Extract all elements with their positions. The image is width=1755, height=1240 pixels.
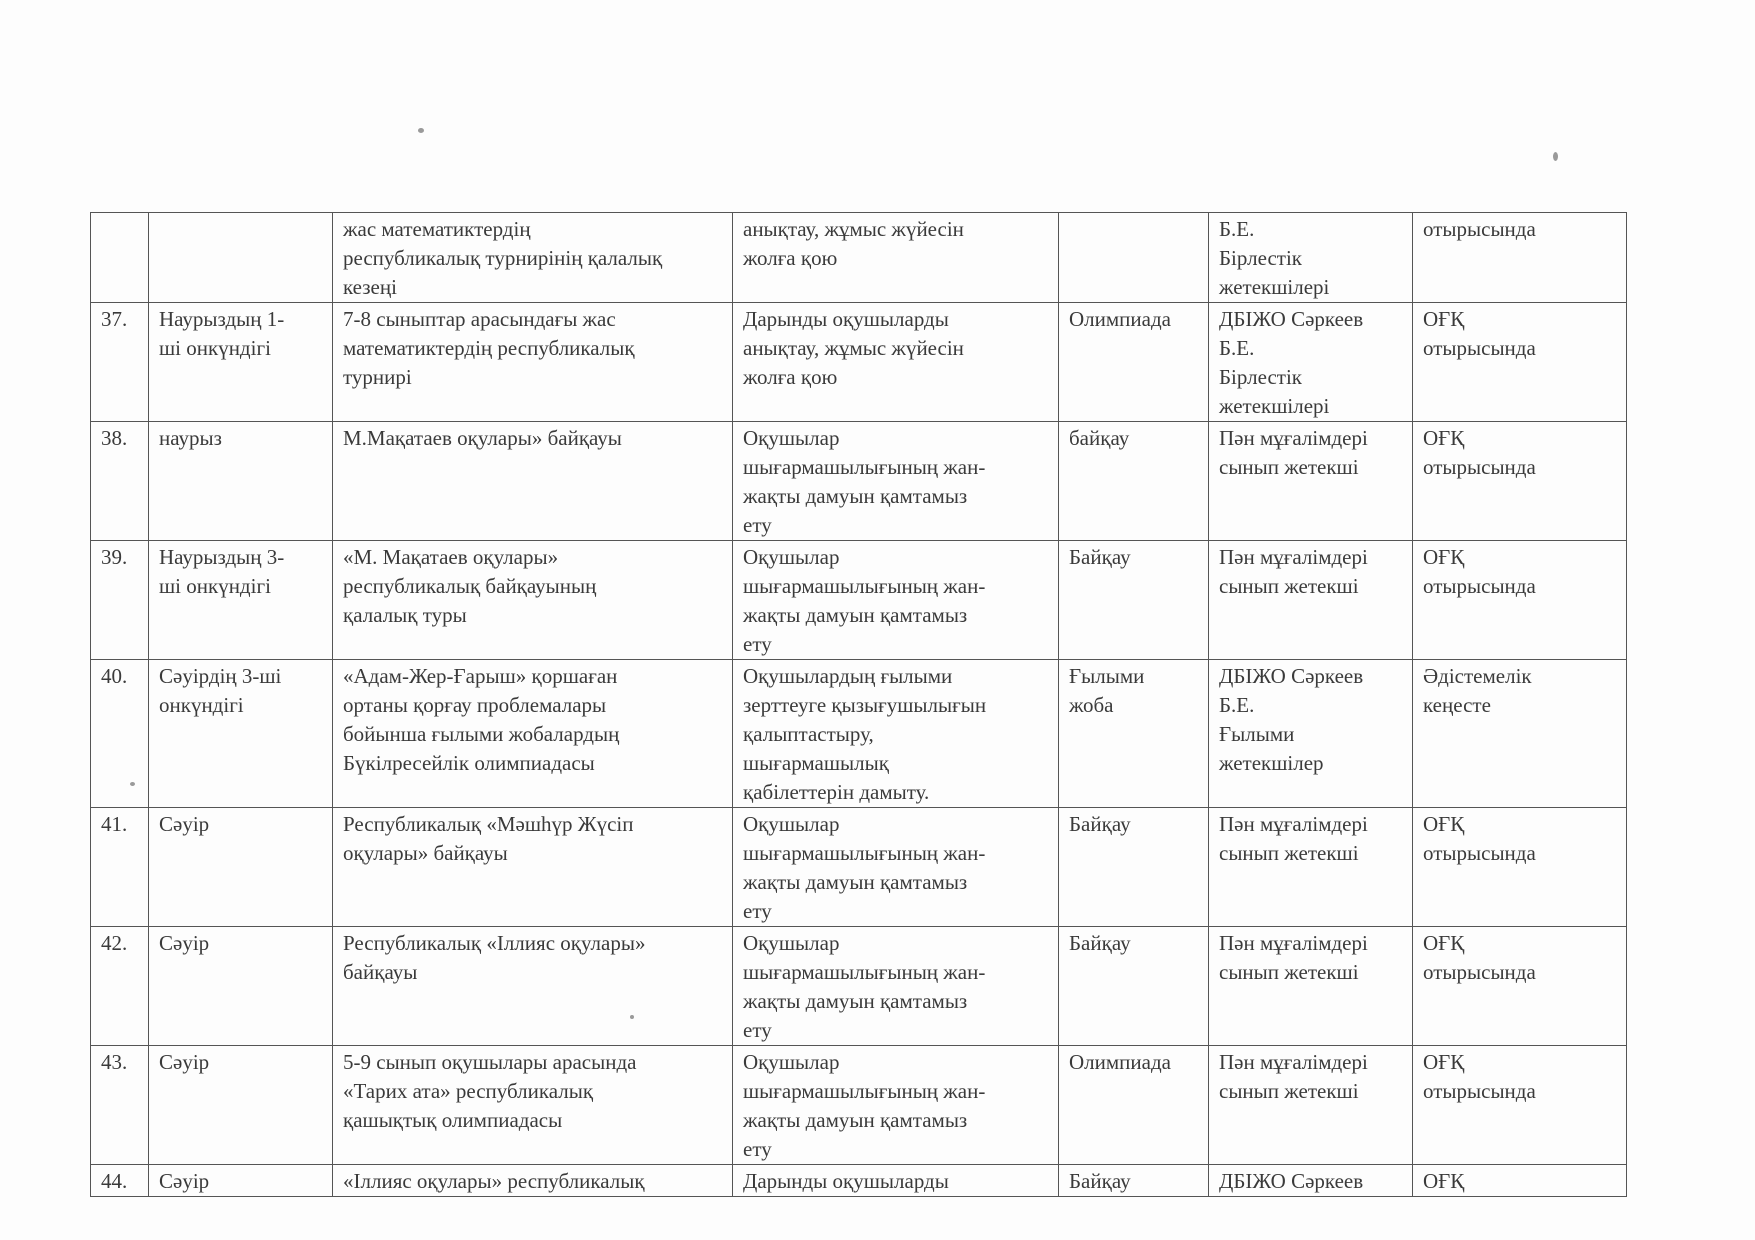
row-event-line: Республикалық «Мәшһүр Жүсіп [343,812,634,836]
row-responsible [1209,213,1413,303]
row-event-line: байқауы [343,960,418,984]
row-event-line: «Іллияс оқулары» республикалық [343,1169,645,1193]
row-event [333,303,733,422]
row-where-line: ОҒҚ [1423,931,1465,955]
row-goal-line: шығармашылығының жан- [743,455,986,479]
row-goal-line: Оқушылар [743,545,840,569]
row-form-line: Байқау [1069,1169,1131,1193]
row-where-line: ОҒҚ [1423,812,1465,836]
row-goal [733,1165,1059,1197]
row-form-line: Ғылыми [1069,664,1145,688]
row-goal-line: қалыптастыру, [743,722,874,746]
row-responsible-line: Б.Е. [1219,336,1255,360]
row-event-line: қалалық туры [343,603,467,627]
row-event [333,808,733,927]
row-event-line: «М. Мақатаев оқулары» [343,545,559,569]
row-date [149,927,333,1046]
row-responsible [1209,303,1413,422]
row-goal-line: қабілеттерін дамыту. [743,780,930,804]
table-row [91,303,1627,422]
table-row [91,927,1627,1046]
row-goal-line: жақты дамуын қамтамыз [743,603,968,627]
row-date-line: онкүндігі [159,693,244,717]
row-event [333,422,733,541]
row-responsible [1209,422,1413,541]
row-goal [733,541,1059,660]
row-responsible-line: Пән мұғалімдері [1219,1050,1368,1074]
row-goal-line: Оқушылар [743,426,840,450]
row-number-text: 39. [101,545,128,569]
row-number [91,1165,149,1197]
row-date-line: наурыз [159,426,222,450]
row-goal-line: шығармашылығының жан- [743,574,986,598]
row-date-line: Сәуірдің 3-ші [159,664,282,688]
row-where [1413,303,1627,422]
row-number [91,808,149,927]
row-responsible-line: Ғылыми [1219,722,1295,746]
row-responsible-line: Пән мұғалімдері [1219,426,1368,450]
row-date [149,808,333,927]
row-event-line: кезеңі [343,275,397,299]
row-event-line: «Тарих ата» республикалық [343,1079,594,1103]
row-where [1413,422,1627,541]
row-responsible-line: сынып жетекші [1219,574,1359,598]
row-number-text: 38. [101,426,128,450]
row-responsible [1209,541,1413,660]
table-row [91,808,1627,927]
row-responsible-line: ДБІЖО Сәркеев [1219,664,1364,688]
row-number [91,660,149,808]
row-goal [733,1046,1059,1165]
row-event-line: Бүкілресейлік олимпиадасы [343,751,595,775]
row-number [91,213,149,303]
row-event [333,660,733,808]
row-event-line: турнирі [343,365,412,389]
row-responsible-line: Пән мұғалімдері [1219,812,1368,836]
row-responsible-line: сынып жетекші [1219,455,1359,479]
row-responsible-line: Бірлестік [1219,246,1302,270]
row-number [91,541,149,660]
row-form-line: Олимпиада [1069,1050,1171,1074]
row-number-text: 42. [101,931,128,955]
row-form-line: Байқау [1069,545,1131,569]
table-row [91,422,1627,541]
row-goal-line: зерттеуге қызығушылығын [743,693,987,717]
row-responsible [1209,1165,1413,1197]
row-event-line: республикалық турнирінің қалалық [343,246,663,270]
row-number [91,1046,149,1165]
row-number-text: 41. [101,812,128,836]
row-event-line: республикалық байқауының [343,574,597,598]
row-responsible [1209,808,1413,927]
row-event [333,1165,733,1197]
row-date-line: Сәуір [159,812,210,836]
row-responsible-line: ДБІЖО Сәркеев [1219,1169,1364,1193]
row-date [149,422,333,541]
row-number [91,927,149,1046]
events-plan-body [91,213,1627,1197]
row-where-line: ОҒҚ [1423,1169,1465,1193]
row-goal-line: Оқушылар [743,931,840,955]
row-form [1059,422,1209,541]
row-where-line: ОҒҚ [1423,307,1465,331]
row-goal-line: ету [743,899,772,923]
row-event [333,1046,733,1165]
row-goal-line: ету [743,632,772,656]
row-event-line: математиктердің республикалық [343,336,635,360]
row-event-line: Республикалық «Іллияс оқулары» [343,931,646,955]
row-goal-line: жолға қою [743,246,838,270]
row-number-text: 44. [101,1169,128,1193]
row-where-line: ОҒҚ [1423,1050,1465,1074]
row-event-line: қашықтық олимпиадасы [343,1108,563,1132]
row-responsible-line: Б.Е. [1219,217,1255,241]
row-responsible-line: ДБІЖО Сәркеев [1219,307,1364,331]
row-form [1059,213,1209,303]
row-responsible [1209,660,1413,808]
row-date-line: Сәуір [159,931,210,955]
row-responsible [1209,1046,1413,1165]
row-goal-line: Дарынды оқушыларды [743,307,949,331]
row-where [1413,808,1627,927]
row-responsible-line: жетекшілері [1219,394,1330,418]
row-where-line: отырысында [1423,1079,1536,1103]
row-where-line: отырысында [1423,574,1536,598]
row-event-line: 7-8 сыныптар арасындағы жас [343,307,616,331]
row-responsible-line: жетекшілері [1219,275,1330,299]
row-form [1059,927,1209,1046]
row-date-line: Наурыздың 3- [159,545,285,569]
row-date [149,1046,333,1165]
row-responsible-line: жетекшілер [1219,751,1324,775]
row-goal-line: жақты дамуын қамтамыз [743,1108,968,1132]
row-event-line: «Адам-Жер-Ғарыш» қоршаған [343,664,618,688]
row-goal-line: Оқушылар [743,1050,840,1074]
row-goal [733,213,1059,303]
row-goal-line: шығармашылығының жан- [743,1079,986,1103]
row-responsible-line: Б.Е. [1219,693,1255,717]
row-event-line: жас математиктердің [343,217,531,241]
row-responsible [1209,927,1413,1046]
row-date-line: Сәуір [159,1050,210,1074]
row-goal-line: анықтау, жұмыс жүйесін [743,336,964,360]
row-form-line: Байқау [1069,812,1131,836]
row-goal-line: ету [743,1137,772,1161]
table-row [91,541,1627,660]
row-form [1059,660,1209,808]
row-goal-line: жақты дамуын қамтамыз [743,870,968,894]
row-form [1059,1046,1209,1165]
row-event-line: М.Мақатаев оқулары» байқауы [343,426,622,450]
row-event-line: бойынша ғылыми жобалардың [343,722,620,746]
row-goal-line: шығармашылығының жан- [743,841,986,865]
row-where-line: отырысында [1423,455,1536,479]
row-where [1413,213,1627,303]
row-date-line: ші онкүндігі [159,336,271,360]
row-goal-line: ету [743,1018,772,1042]
row-goal-line: Оқушылардың ғылыми [743,664,953,688]
row-where-line: отырысында [1423,841,1536,865]
row-date-line: Сәуір [159,1169,210,1193]
row-form-line: Олимпиада [1069,307,1171,331]
row-goal [733,660,1059,808]
row-number [91,303,149,422]
row-form [1059,541,1209,660]
row-goal-line: анықтау, жұмыс жүйесін [743,217,964,241]
row-number [91,422,149,541]
row-goal-line: шығармашылық [743,751,889,775]
row-responsible-line: Пән мұғалімдері [1219,545,1368,569]
row-number-text: 37. [101,307,128,331]
row-event [333,541,733,660]
row-event-line: 5-9 сынып оқушылары арасында [343,1050,637,1074]
row-date [149,213,333,303]
row-form [1059,1165,1209,1197]
table-row [91,1165,1627,1197]
row-event-line: оқулары» байқауы [343,841,508,865]
row-goal [733,422,1059,541]
row-form [1059,303,1209,422]
row-goal-line: шығармашылығының жан- [743,960,986,984]
row-event-line: ортаны қорғау проблемалары [343,693,607,717]
row-responsible-line: Пән мұғалімдері [1219,931,1368,955]
table-row [91,660,1627,808]
row-goal-line: жақты дамуын қамтамыз [743,484,968,508]
row-goal-line: Оқушылар [743,812,840,836]
row-where-line: отырысында [1423,960,1536,984]
row-where-line: отырысында [1423,217,1536,241]
row-where [1413,1165,1627,1197]
row-form-line: жоба [1069,693,1114,717]
row-goal-line: ету [743,513,772,537]
row-goal-line: Дарынды оқушыларды [743,1169,949,1193]
events-plan-table [90,212,1627,1197]
row-responsible-line: сынып жетекші [1219,841,1359,865]
row-where [1413,660,1627,808]
row-form-line: Байқау [1069,931,1131,955]
row-date [149,1165,333,1197]
row-date-line: ші онкүндігі [159,574,271,598]
scan-speck [1553,152,1558,161]
row-event [333,927,733,1046]
row-number-text: 40. [101,664,128,688]
table-row [91,1046,1627,1165]
row-where-line: ОҒҚ [1423,426,1465,450]
row-responsible-line: сынып жетекші [1219,960,1359,984]
row-where-line: Әдістемелік [1423,664,1532,688]
row-goal-line: жақты дамуын қамтамыз [743,989,968,1013]
row-goal [733,303,1059,422]
table-row [91,213,1627,303]
row-date [149,303,333,422]
row-goal-line: жолға қою [743,365,838,389]
row-date [149,541,333,660]
row-where [1413,1046,1627,1165]
row-where-line: ОҒҚ [1423,545,1465,569]
row-number-text: 43. [101,1050,128,1074]
row-where-line: кеңесте [1423,693,1491,717]
row-where [1413,541,1627,660]
row-responsible-line: сынып жетекші [1219,1079,1359,1103]
row-where-line: отырысында [1423,336,1536,360]
row-date-line: Наурыздың 1- [159,307,285,331]
row-responsible-line: Бірлестік [1219,365,1302,389]
row-event [333,213,733,303]
scan-speck [418,128,424,133]
row-form-line: байқау [1069,426,1130,450]
row-form [1059,808,1209,927]
row-date [149,660,333,808]
row-where [1413,927,1627,1046]
row-goal [733,808,1059,927]
row-goal [733,927,1059,1046]
